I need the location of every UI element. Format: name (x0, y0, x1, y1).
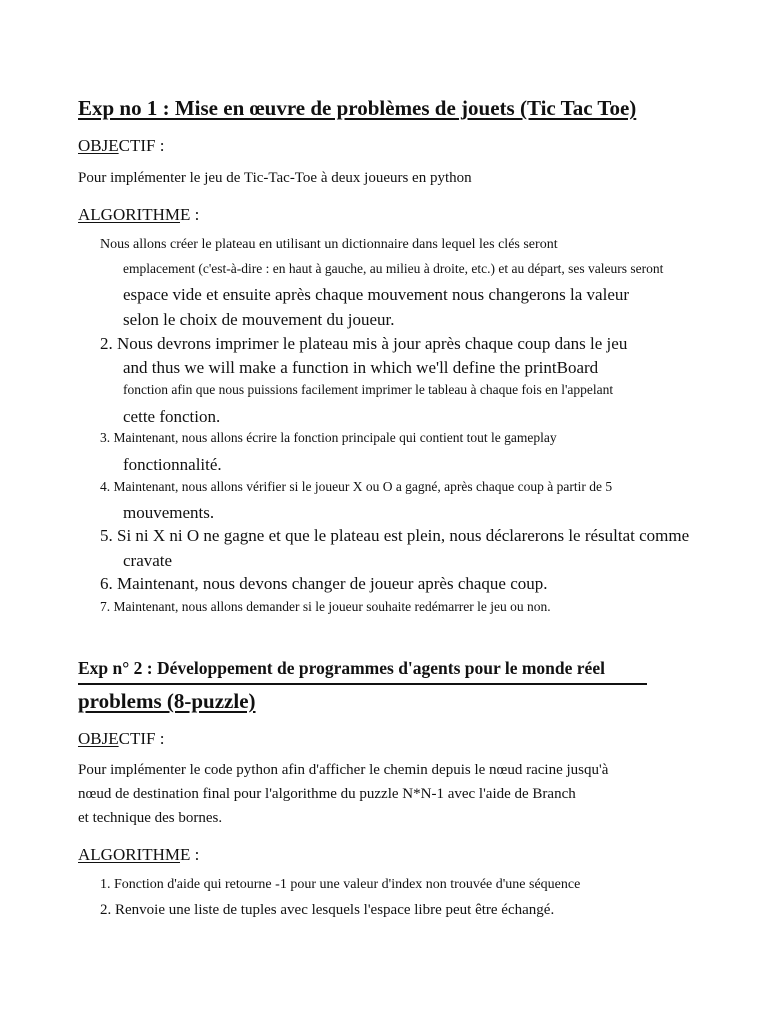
exp2-algorithm-label-underlined: ALGORITHM (78, 845, 180, 864)
exp2-algorithm-label (78, 845, 199, 865)
exp2-title-underline (78, 683, 647, 685)
exp1-line-12: mouvements. (123, 503, 215, 522)
exp1-algorithm-label (78, 205, 199, 225)
exp1-line-13: 5. Si ni X ni O ne gagne et que le plateau est plein, nous déclarerons le résultat comme (100, 526, 690, 545)
exp1-line-16: 7. Maintenant, nous allons demander si le joueur souhaite redémarrer le jeu ou non. (100, 599, 551, 614)
exp1-line-9: 3. Maintenant, nous allons écrire la fonction principale qui contient tout le gameplay (100, 430, 557, 445)
exp2-objective-line-1: Pour implémenter le code python afin d'afficher le chemin depuis le nœud racine jusqu'à (78, 762, 609, 778)
exp1-line-15: 6. Maintenant, nous devons changer de joueur après chaque coup. (100, 574, 548, 593)
exp1-line-11: 4. Maintenant, nous allons vérifier si le joueur X ou O a gagné, après chaque coup à partir de 5 (100, 479, 613, 494)
exp1-objective-label (78, 136, 164, 156)
exp1-objective-text: Pour implémenter le jeu de Tic-Tac-Toe à deux joueurs en python (78, 170, 472, 186)
exp2-objective-label (78, 729, 164, 749)
exp1-line-2: emplacement (c'est-à-dire : en haut à gauche, au milieu à droite, etc.) et au départ, ses valeurs seront (123, 261, 664, 276)
exp1-line-1: Nous allons créer le plateau en utilisant un dictionnaire dans lequel les clés seront (100, 237, 558, 252)
exp2-objective-label-rest: CTIF : (118, 729, 165, 748)
exp2-item-2: 2. Renvoie une liste de tuples avec lesquels l'espace libre peut être échangé. (100, 902, 555, 918)
exp2-title-line-1: Exp n° 2 : Développement de programmes d'agents pour le monde réel (78, 658, 605, 678)
exp1-objective-label-underlined: OBJE (78, 136, 119, 155)
exp2-objective-line-3: et technique des bornes. (78, 810, 223, 826)
exp2-algorithm-label-rest: E : (180, 845, 200, 864)
exp1-line-3: espace vide et ensuite après chaque mouvement nous changerons la valeur (123, 285, 630, 304)
exp1-algorithm-label-underlined: ALGORITHM (78, 205, 180, 224)
exp1-line-5: 2. Nous devrons imprimer le plateau mis à jour après chaque coup dans le jeu (100, 334, 628, 353)
exp1-line-8: cette fonction. (123, 407, 221, 426)
exp1-title: Exp no 1 : Mise en œuvre de problèmes de jouets (Tic Tac Toe) (78, 96, 637, 120)
exp1-algorithm-label-rest: E : (180, 205, 200, 224)
exp2-objective-line-2: nœud de destination final pour l'algorithme du puzzle N*N-1 avec l'aide de Branch (78, 786, 576, 802)
exp1-line-4: selon le choix de mouvement du joueur. (123, 310, 395, 329)
exp1-line-7: fonction afin que nous puissions facilement imprimer le tableau à chaque fois en l'appelant (123, 382, 614, 397)
exp1-line-14: cravate (123, 551, 173, 570)
exp1-line-6: and thus we will make a function in which we'll define the printBoard (123, 358, 599, 377)
exp1-objective-label-rest: CTIF : (118, 136, 165, 155)
exp2-objective-label-underlined: OBJE (78, 729, 119, 748)
exp2-item-1: 1. Fonction d'aide qui retourne -1 pour une valeur d'index non trouvée d'une séquence (100, 877, 581, 892)
exp2-title-line-2: problems (8-puzzle) (78, 689, 256, 713)
exp1-line-10: fonctionnalité. (123, 455, 222, 474)
